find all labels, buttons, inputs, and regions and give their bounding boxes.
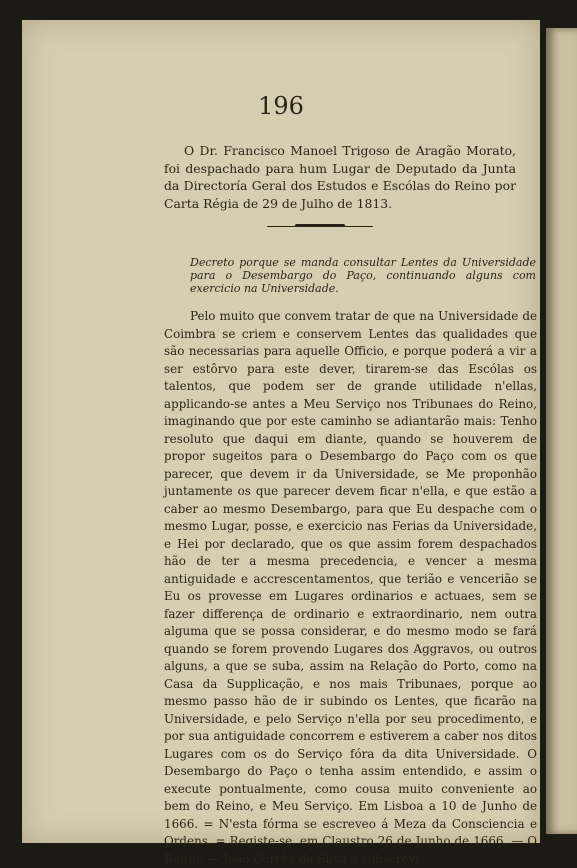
facing-page-edge	[546, 28, 577, 834]
decree-body: Pelo muito que convem tratar de que na Universidade de Coimbra se criem e conservem Lentes das qualidades que são necessarias para aquelle Officio, e porque poderá a vir a ser estôrvo para este dever, tirarem-se das Escólas os talentos, que podem ser de grande utilidade n'ellas, applicando-se antes a Meu Serviço nos Tribunaes do Reino, imaginando que por este caminho se adiantarão mais: Tenho resoluto que daqui em diante, quando se houverem de propor sugeitos para o Desembargo do Paço com os que parecer, que devem ir da Universidade, se Me proponhão juntamente os que parecer devem ficar n'ella, e que estão a caber ao mesmo Desembargo, para que Eu despache com o mesmo Lugar, posse, e exercicio nas Ferias da Universidade, e Hei por declarado, que os que assim forem despachados hão de ter a mesma precedencia, e vencer a mesma antiguidade e accrescentamentos, que terião e vencerião se Eu os provesse em Lugares ordinarios e actuaes, sem se fazer differença de ordinario e extraordinario, nem outra alguma que se possa considerar, e do mesmo modo se fará quando se forem provendo Lugares dos Aggravos, ou outros alguns, a que se suba, assim na Relação do Porto, como na Casa da Supplicação, e nos mais Tribunaes, porque ao mesmo passo hão de ir subindo os Lentes, que ficarão na Universidade, e pelo Serviço n'ella por seu procedimento, e por sua antiguidade concorrem e estiverem a caber nos ditos Lugares com os do Serviço fóra da dita Universidade. O Desembargo do Paço o tenha assim entendido, e assim o execute pontualmente, como cousa muito conveniente ao bem do Reino, e Meu Serviço. Em Lisboa a 10 de Junho de 1666. = N'esta fórma se escreveo á Meza da Consciencia e Ordens. = Registe-se, em Claustro 26 de Junho de 1666. — O Reitor. — João Corrêa da Silva a subscrevi.	[164, 309, 537, 866]
intro-paragraph: O Dr. Francisco Manoel Trigoso de Aragão Morato, foi despachado para hum Lugar de Deputado da Junta da Directoría Geral dos Estudos e Escólas do Reino por Carta Régia de 29 de Julho de 1813.	[164, 143, 516, 211]
page-number: 196	[258, 92, 304, 120]
decree-title: Decreto porque se manda consultar Lentes da Universidade para o Desembargo do Paço, continuando alguns com exercicio na Universidade.	[190, 256, 536, 295]
book-page	[22, 20, 540, 866]
section-divider-rule	[267, 226, 373, 227]
